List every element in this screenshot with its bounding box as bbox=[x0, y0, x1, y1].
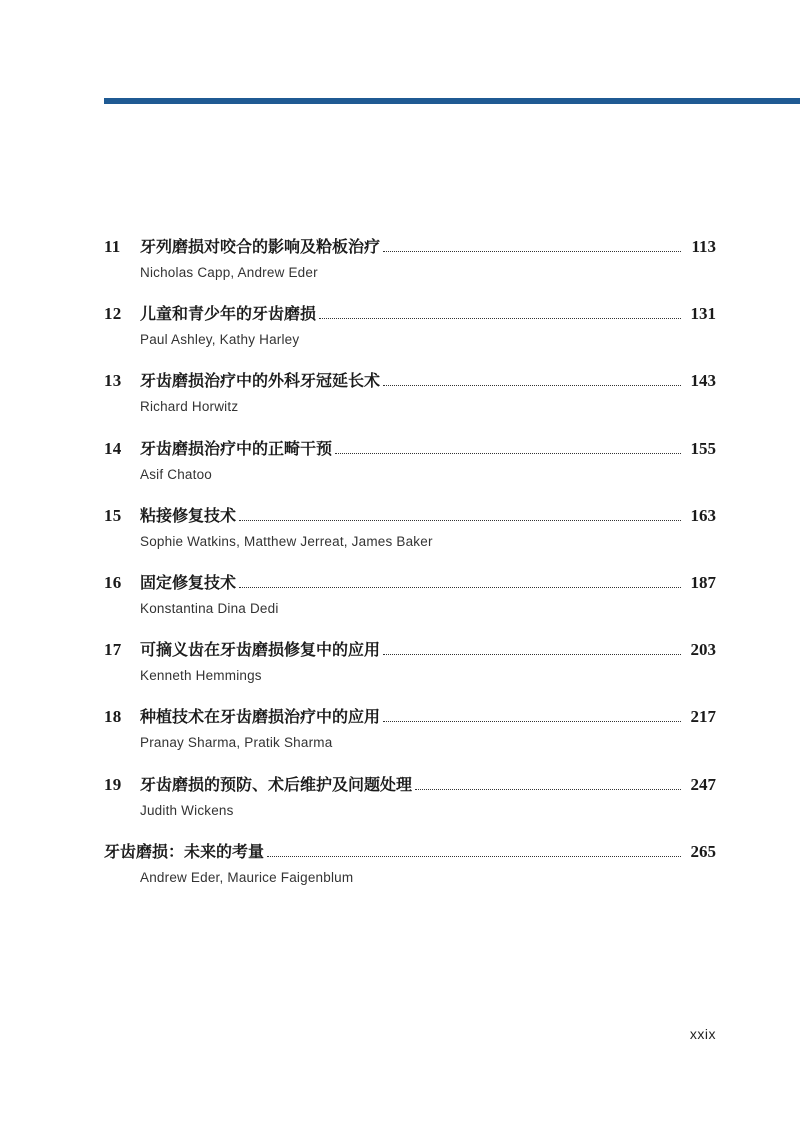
chapter-authors: Andrew Eder, Maurice Faigenblum bbox=[140, 869, 354, 885]
chapter-authors: Konstantina Dina Dedi bbox=[140, 600, 279, 616]
chapter-number: 16 bbox=[104, 572, 122, 592]
chapter-number: 13 bbox=[104, 371, 122, 391]
dot-leader bbox=[319, 317, 680, 319]
toc-entry-15[interactable] bbox=[104, 503, 716, 570]
chapter-number: 14 bbox=[104, 438, 122, 458]
chapter-authors: Nicholas Capp, Andrew Eder bbox=[140, 265, 318, 280]
dot-leader bbox=[383, 720, 680, 722]
toc-entry-12[interactable] bbox=[104, 301, 716, 368]
toc-entry-11[interactable] bbox=[104, 234, 716, 301]
page-number: 131 bbox=[690, 304, 716, 324]
toc-entry-epilogue[interactable] bbox=[104, 839, 716, 906]
chapter-title[interactable]: 固定修复技术 bbox=[140, 572, 237, 592]
header-rule bbox=[104, 98, 800, 104]
chapter-number: 15 bbox=[104, 505, 122, 525]
page-number: 155 bbox=[690, 438, 716, 458]
dot-leader bbox=[239, 586, 680, 588]
dot-leader bbox=[267, 855, 680, 857]
dot-leader bbox=[383, 653, 680, 655]
chapter-authors: Judith Wickens bbox=[140, 802, 234, 818]
page-number: 247 bbox=[690, 774, 716, 794]
chapter-title[interactable]: 牙齿磨损：未来的考量 bbox=[104, 841, 265, 861]
toc-entry-13[interactable] bbox=[104, 368, 716, 435]
toc-entry-14[interactable] bbox=[104, 436, 716, 503]
chapter-title[interactable]: 粘接修复技术 bbox=[140, 505, 237, 525]
chapter-authors: Paul Ashley, Kathy Harley bbox=[140, 332, 300, 348]
dot-leader bbox=[415, 788, 680, 790]
chapter-authors: Asif Chatoo bbox=[140, 466, 212, 482]
chapter-title[interactable]: 牙列磨损对咬合的影响及粭板治疗 bbox=[140, 237, 381, 256]
table-of-contents bbox=[104, 234, 716, 906]
chapter-number: 17 bbox=[104, 640, 122, 660]
chapter-number: 12 bbox=[104, 304, 122, 324]
page-number: 187 bbox=[690, 572, 716, 592]
chapter-number: 11 bbox=[104, 237, 121, 256]
dot-leader bbox=[239, 519, 680, 521]
chapter-title[interactable]: 种植技术在牙齿磨损治疗中的应用 bbox=[140, 707, 381, 727]
page-number: 163 bbox=[690, 505, 716, 525]
page-folio: xxix bbox=[689, 1026, 716, 1042]
page-number: 265 bbox=[690, 841, 716, 861]
chapter-authors: Pranay Sharma, Pratik Sharma bbox=[140, 735, 333, 751]
toc-entry-18[interactable] bbox=[104, 704, 716, 771]
toc-entry-19[interactable] bbox=[104, 772, 716, 839]
chapter-authors: Richard Horwitz bbox=[140, 399, 239, 415]
page-number: 203 bbox=[690, 640, 716, 660]
page-number: 217 bbox=[690, 707, 716, 727]
toc-entry-17[interactable] bbox=[104, 637, 716, 704]
dot-leader bbox=[383, 250, 681, 252]
dot-leader bbox=[335, 452, 680, 454]
chapter-title[interactable]: 牙齿磨损治疗中的正畸干预 bbox=[140, 438, 333, 458]
page-number: 113 bbox=[691, 237, 716, 256]
chapter-title[interactable]: 牙齿磨损的预防、术后维护及问题处理 bbox=[140, 774, 413, 794]
chapter-title[interactable]: 牙齿磨损治疗中的外科牙冠延长术 bbox=[140, 371, 381, 391]
chapter-title[interactable]: 儿童和青少年的牙齿磨损 bbox=[140, 304, 317, 324]
chapter-title[interactable]: 可摘义齿在牙齿磨损修复中的应用 bbox=[140, 640, 381, 660]
dot-leader bbox=[383, 384, 680, 386]
chapter-authors: Sophie Watkins, Matthew Jerreat, James Baker bbox=[140, 533, 433, 549]
chapter-number: 18 bbox=[104, 707, 122, 727]
chapter-number: 19 bbox=[104, 774, 122, 794]
chapter-authors: Kenneth Hemmings bbox=[140, 668, 262, 684]
toc-entry-16[interactable] bbox=[104, 570, 716, 637]
page-number: 143 bbox=[690, 371, 716, 391]
